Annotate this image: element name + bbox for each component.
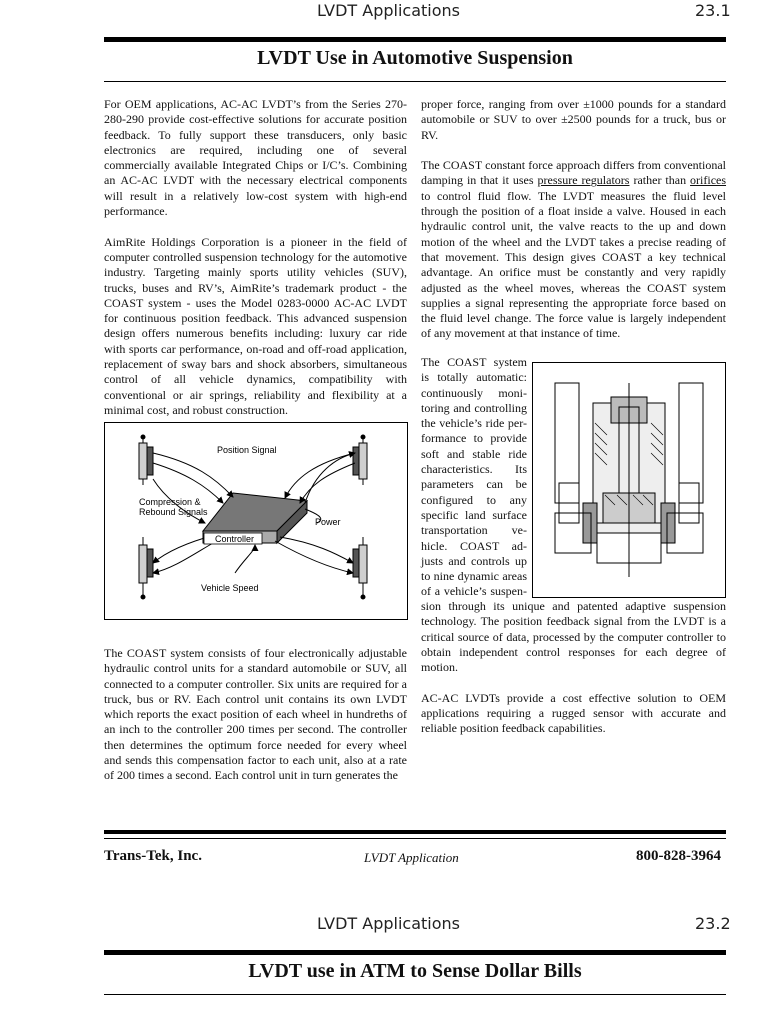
paragraph: proper force, ranging from over ±1000 pounds for a standard automobile or SUV to over ±2500 pounds for a truck, bus or RV.: [421, 97, 726, 142]
text-line: hicle. COAST ad-: [421, 538, 527, 553]
underlined-term: pressure regulators: [537, 173, 630, 188]
text-line: of a vehicle’s suspen-: [421, 584, 527, 599]
text-line: specific land surface: [421, 507, 527, 522]
left-column-lower: [104, 646, 407, 799]
right-column: [421, 97, 726, 357]
shock-absorber-icon: [139, 537, 153, 599]
text-run: The COAST constant force approach differs from conventional damping in that it uses: [421, 158, 726, 188]
text-line: The COAST system: [421, 355, 527, 369]
label-power: Power: [315, 517, 341, 527]
right-column-lower: [421, 599, 726, 752]
text-line: transportation ve-: [421, 523, 527, 538]
label-rebound: Rebound Signals: [139, 507, 208, 517]
page-title: LVDT Use in Automotive Suspension: [257, 47, 573, 69]
header-rule-thick-2: [104, 950, 726, 955]
title-rule-thin-2: [104, 994, 726, 995]
label-controller: Controller: [215, 534, 255, 544]
suspension-diagram: [104, 422, 408, 620]
underlined-term: orifices: [690, 173, 727, 188]
page-title-2: LVDT use in ATM to Sense Dollar Bills: [248, 960, 582, 982]
paragraph: AimRite Holdings Corporation is a pioneer in the field of computer controlled suspension technology for the automotive industry. Targeting mainly sports utility vehicles (SUV), trucks, buses and RV’s, AimRite’s trademark product - the COAST system - uses the Model 0283-0000 AC-AC LVDT for continuous position feedback. This advanced suspension design offers numerous benefits including: luxury car ride with sports car performance, on-road and off-road application, replacement of sway bars and shock absorbers, simultaneous control of all vehicle dynamics, compatibility with conventional or air springs, reliability and flexibility at a minimal cost, and robust construction.: [104, 234, 407, 417]
text-line: to nine dynamic areas: [421, 569, 527, 584]
text-run: to control fluid flow. The LVDT measures the fluid level through the position of a float inside a valve. Housed in each hydraulic control unit, the valve reacts to the up and down motion of the wheel and the LVDT takes a precise reading of that movement. This design gives COAST a key technical advantage. An orifice must be constantly and very rapidly adjusted as the wheel moves, whereas the COAST system supplies a signal representing the appropriate force based on the fluid level change. The force value is largely independent of any movement at that instance of time.: [421, 188, 726, 341]
text-line: is totally automatic:: [421, 370, 527, 385]
footer-center: LVDT Application: [364, 850, 459, 865]
text-line: toring and controlling: [421, 400, 527, 415]
footer-company: Trans-Tek, Inc.: [104, 848, 202, 864]
paragraph: [421, 158, 726, 342]
left-column: [104, 97, 407, 434]
text-line: continuously moni-: [421, 385, 527, 400]
page-number: 23.1: [695, 1, 731, 20]
wrap-text-lines: [421, 355, 527, 600]
paragraph: The COAST system consists of four electronically adjustable hydraulic control units for a standard automobile or SUV, all connected to a computer controller. Six units are required for a truck, bus or RV. Each control unit contains its own LVDT which reports the exact position of each wheel in hundreths of an inch to the controller 200 times per second. The controller then determines the optimum force needed for every wheel and sends this compensation factor to each unit, also at a rate of 200 times a second. Each control unit in turn generates the: [104, 646, 407, 783]
paragraph: AC-AC LVDTs provide a cost effective solution to OEM applications requiring a rugged sensor with accurate and reliable position feedback capabilities.: [421, 690, 726, 736]
text-line: soft and stable ride: [421, 446, 527, 461]
running-head-2: LVDT Applications: [317, 914, 461, 933]
shock-absorber-icon: [353, 537, 367, 599]
text-line: parameters can be: [421, 477, 527, 492]
header-rule-thick: [104, 37, 726, 42]
label-compression: Compression &: [139, 497, 201, 507]
text-line: the vehicle’s ride per-: [421, 416, 527, 431]
shock-absorber-icon: [353, 435, 367, 485]
page-number-2: 23.2: [695, 914, 731, 933]
shock-absorber-icon: [139, 435, 153, 485]
text-line: formance to provide: [421, 431, 527, 446]
hydraulic-unit-drawing: [532, 362, 726, 598]
footer-phone: 800-828-3964: [636, 848, 721, 864]
footer-rule-thick: [104, 830, 726, 834]
paragraph: sion through its unique and patented adaptive suspension technology. The position feedback signal from the LVDT is a critical source of data, processed by the computer controller to obtain independent control responses for each degree of motion.: [421, 599, 726, 675]
text-line: justs and controls up: [421, 553, 527, 568]
label-vehicle-speed: Vehicle Speed: [201, 583, 259, 593]
text-line: configured to any: [421, 492, 527, 507]
text-run: rather than: [629, 173, 691, 188]
label-position-signal: Position Signal: [217, 445, 277, 455]
footer-rule-thin: [104, 838, 726, 839]
running-head: LVDT Applications: [317, 1, 461, 20]
text-line: characteristics. Its: [421, 462, 527, 477]
paragraph: For OEM applications, AC-AC LVDT’s from the Series 270-280-290 provide cost-effective solutions for accurate position feedback. To fully support these transducers, only basic electronics are required, including one of several commercially available Integrated Chips or I/C’s. Combining an AC-AC LVDT with the necessary electrical components will result in a relatively low-cost system with high-end performance.: [104, 97, 407, 219]
title-rule-thin: [104, 81, 726, 82]
